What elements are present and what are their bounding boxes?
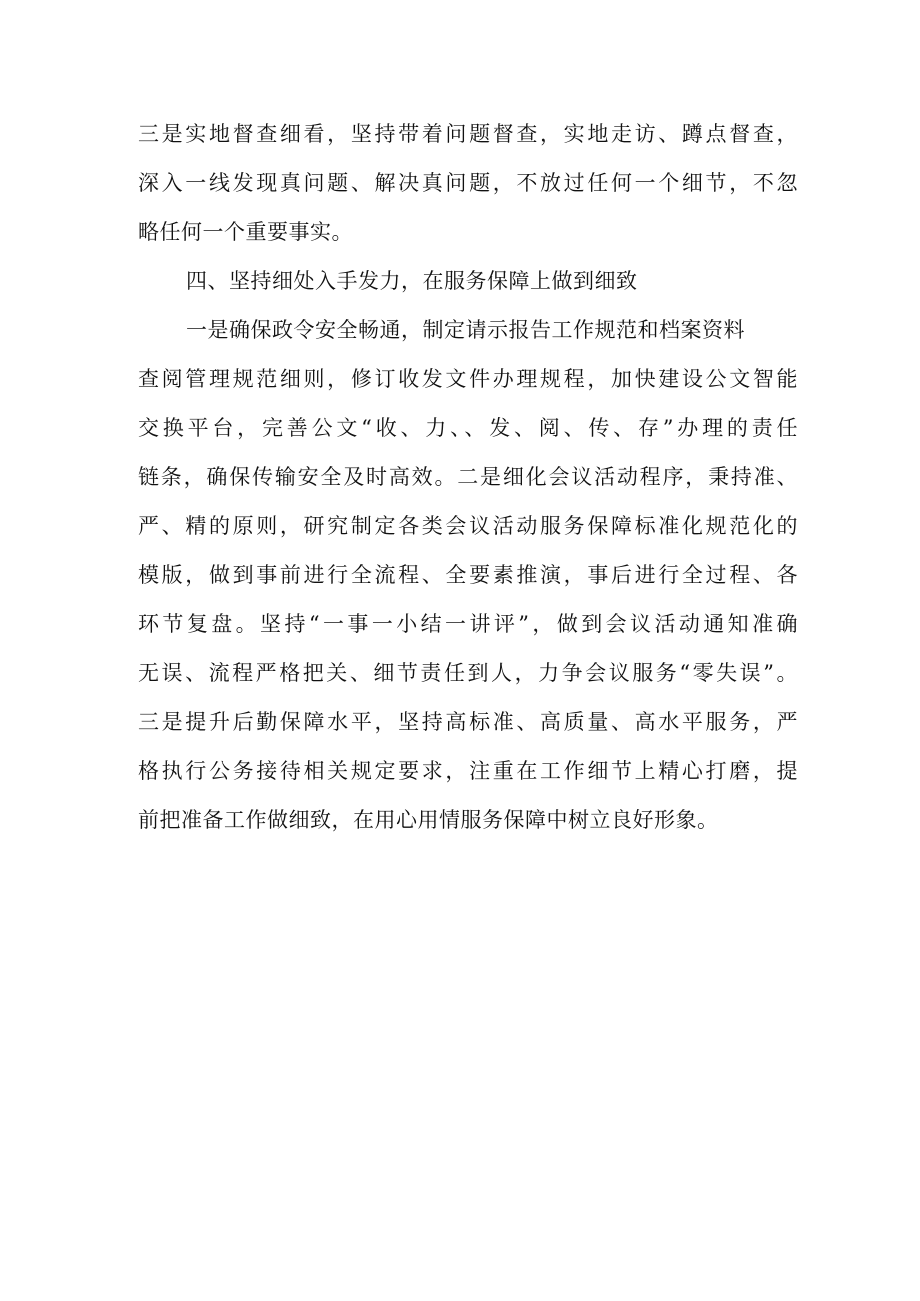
paragraph-line: 无误、流程严格把关、细节责任到人，力争会议服务“零失误”。	[138, 661, 798, 685]
section-heading: 四、坚持细处入手发力，在服务保障上做到细致	[186, 269, 638, 293]
paragraph-line: 严、精的原则，研究制定各类会议活动服务保障标准化规范化的	[138, 514, 798, 538]
paragraph-line: 环节复盘。坚持“一事一小结一讲评”，做到会议活动通知准确	[138, 612, 798, 636]
paragraph-line: 格执行公务接待相关规定要求，注重在工作细节上精心打磨，提	[138, 759, 798, 783]
paragraph-line: 模版，做到事前进行全流程、全要素推演，事后进行全过程、各	[138, 563, 798, 587]
paragraph-line: 查阅管理规范细则，修订收发文件办理规程，加快建设公文智能	[138, 367, 798, 391]
paragraph-line: 一是确保政令安全畅通，制定请示报告工作规范和档案资料	[186, 318, 745, 342]
paragraph-line: 三是提升后勤保障水平，坚持高标准、高质量、高水平服务，严	[138, 710, 798, 734]
paragraph-line: 前把准备工作做细致，在用心用情服务保障中树立良好形象。	[138, 808, 719, 832]
paragraph-line: 三是实地督查细看，坚持带着问题督查，实地走访、蹲点督查，	[138, 122, 798, 146]
paragraph-line: 交换平台，完善公文“收、力、、发、阅、传、存”办理的责任	[138, 416, 798, 440]
paragraph-line: 深入一线发现真问题、解决真问题，不放过任何一个细节，不忽	[138, 171, 798, 195]
document-body	[138, 110, 798, 845]
paragraph-line: 链条，确保传输安全及时高效。二是细化会议活动程序，秉持准、	[138, 465, 798, 489]
paragraph-line: 略任何一个重要事实。	[138, 220, 353, 244]
